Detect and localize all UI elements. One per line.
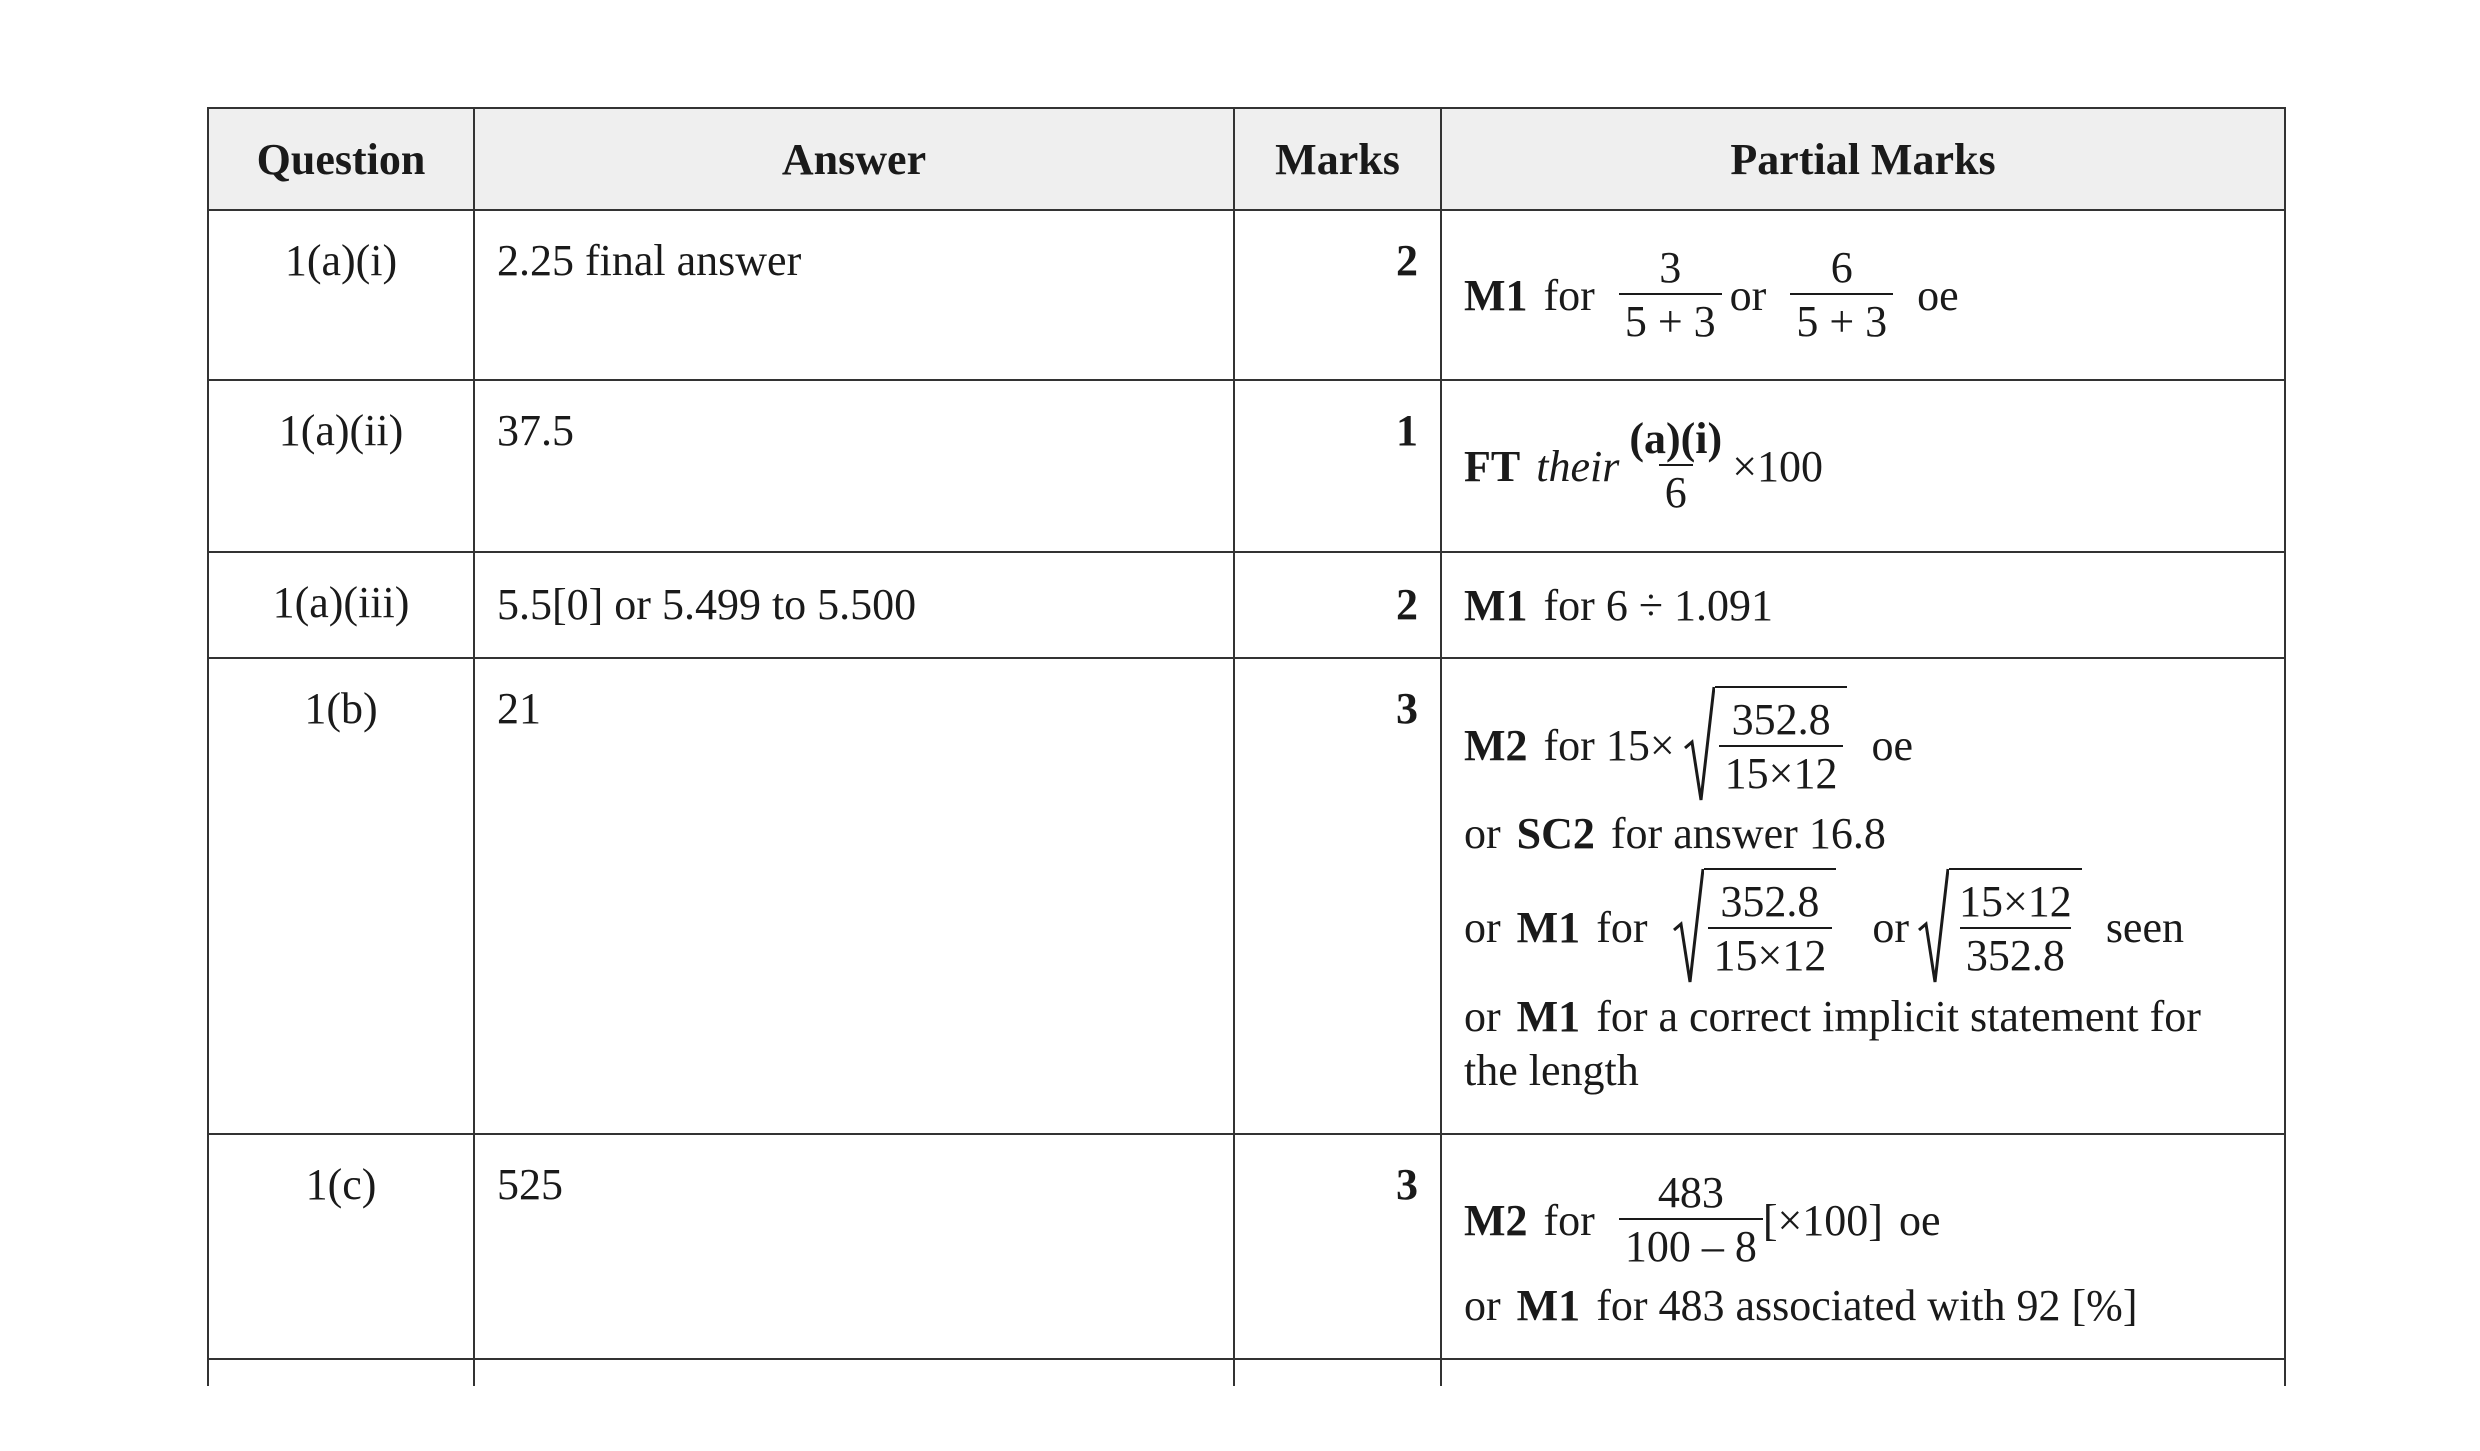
table-row-partial <box>208 1359 2285 1386</box>
denominator: 5 + 3 <box>1619 293 1722 345</box>
partial-line <box>1464 689 2262 801</box>
mark-code: M1 <box>1464 580 1528 630</box>
partial-line <box>1464 1165 2262 1275</box>
text: for <box>1543 270 1595 320</box>
text: [×100] <box>1762 1195 1883 1245</box>
marks-cell: 3 <box>1234 658 1441 1134</box>
answer-cell: 525 <box>474 1134 1234 1359</box>
partial-marks-cell <box>1441 552 2285 658</box>
mark-code: M1 <box>1516 991 1581 1041</box>
header-partial-marks: Partial Marks <box>1441 108 2285 210</box>
table-row <box>208 552 2285 658</box>
radical-sign-icon <box>1683 686 1715 804</box>
partial-line <box>1464 1275 2262 1335</box>
header-row <box>208 108 2285 210</box>
text: for answer 16.8 <box>1610 808 1886 858</box>
denominator: 352.8 <box>1960 927 2071 979</box>
mark-code: M2 <box>1464 1195 1528 1245</box>
partial-marks-cell <box>1441 380 2285 552</box>
text: for 483 associated with 92 [%] <box>1596 1280 2138 1330</box>
question-cell: 1(a)(iii) <box>208 552 474 658</box>
marks-cell: 2 <box>1234 552 1441 658</box>
partial-line <box>1464 989 2262 1043</box>
radical-sign-icon <box>1917 868 1949 986</box>
square-root <box>1672 868 1837 986</box>
text: or <box>1464 902 1501 952</box>
answer-cell: 2.25 final answer <box>474 210 1234 380</box>
question-cell: 1(a)(ii) <box>208 380 474 552</box>
partial-line <box>1464 413 2262 517</box>
partial-marks-cell <box>1441 210 2285 380</box>
denominator: 5 + 3 <box>1790 293 1893 345</box>
mark-code: SC2 <box>1516 808 1595 858</box>
fraction <box>1619 1167 1763 1271</box>
numerator: 15×12 <box>1958 876 2072 926</box>
marks-cell: 2 <box>1234 210 1441 380</box>
text: for 6 ÷ 1.091 <box>1543 580 1773 630</box>
numerator: 352.8 <box>1731 694 1831 744</box>
mark-scheme-table <box>207 107 2286 1386</box>
mark-code: FT <box>1464 441 1521 491</box>
partial-marks-cell <box>1441 1134 2285 1359</box>
fraction <box>1708 876 1833 980</box>
fraction <box>1619 242 1722 346</box>
table-row <box>208 380 2285 552</box>
text: or <box>1872 902 1909 952</box>
partial-line <box>1464 242 2262 346</box>
table-row <box>208 658 2285 1134</box>
partial-line <box>1464 801 2262 865</box>
radical-sign-icon <box>1672 868 1704 986</box>
text: or <box>1464 808 1501 858</box>
text: ×100 <box>1732 441 1824 491</box>
text: for 15× <box>1543 720 1675 770</box>
denominator: 6 <box>1659 464 1693 516</box>
header-marks: Marks <box>1234 108 1441 210</box>
fraction <box>1953 876 2078 980</box>
square-root <box>1683 686 1848 804</box>
text: or <box>1464 991 1501 1041</box>
mark-code: M1 <box>1516 902 1581 952</box>
question-cell: 1(b) <box>208 658 474 1134</box>
numerator: 352.8 <box>1720 876 1820 926</box>
text: for a correct implicit statement for <box>1596 991 2201 1041</box>
header-answer: Answer <box>474 108 1234 210</box>
numerator: 6 <box>1830 242 1853 292</box>
mark-code: M2 <box>1464 720 1528 770</box>
partial-line <box>1464 1043 2262 1097</box>
text: for <box>1543 1195 1595 1245</box>
question-cell: 1(c) <box>208 1134 474 1359</box>
fraction <box>1790 242 1893 346</box>
partial-line <box>1464 865 2262 989</box>
text: for <box>1596 902 1648 952</box>
numerator: 3 <box>1659 242 1682 292</box>
denominator: 15×12 <box>1708 927 1833 979</box>
table-row <box>208 1134 2285 1359</box>
text: oe <box>1898 1195 1941 1245</box>
text: their <box>1536 441 1620 491</box>
answer-cell: 37.5 <box>474 380 1234 552</box>
mark-code: M1 <box>1516 1280 1581 1330</box>
answer-cell: 21 <box>474 658 1234 1134</box>
fraction <box>1623 413 1728 517</box>
numerator: (a)(i) <box>1629 413 1723 463</box>
table-row <box>208 210 2285 380</box>
mark-code: M1 <box>1464 270 1528 320</box>
header-question: Question <box>208 108 474 210</box>
denominator: 15×12 <box>1719 745 1844 797</box>
numerator: 483 <box>1657 1167 1724 1217</box>
marks-cell: 3 <box>1234 1134 1441 1359</box>
text: seen <box>2105 902 2184 952</box>
fraction <box>1719 694 1844 798</box>
text: or <box>1729 270 1767 320</box>
text: or <box>1464 1280 1501 1330</box>
denominator: 100 – 8 <box>1619 1218 1763 1270</box>
partial-marks-cell <box>1441 658 2285 1134</box>
text: oe <box>1917 270 1959 320</box>
text: the length <box>1464 1045 1639 1095</box>
question-cell: 1(a)(i) <box>208 210 474 380</box>
square-root <box>1917 868 2082 986</box>
text: oe <box>1871 720 1914 770</box>
marks-cell: 1 <box>1234 380 1441 552</box>
answer-cell: 5.5[0] or 5.499 to 5.500 <box>474 552 1234 658</box>
partial-line <box>1464 580 2262 631</box>
